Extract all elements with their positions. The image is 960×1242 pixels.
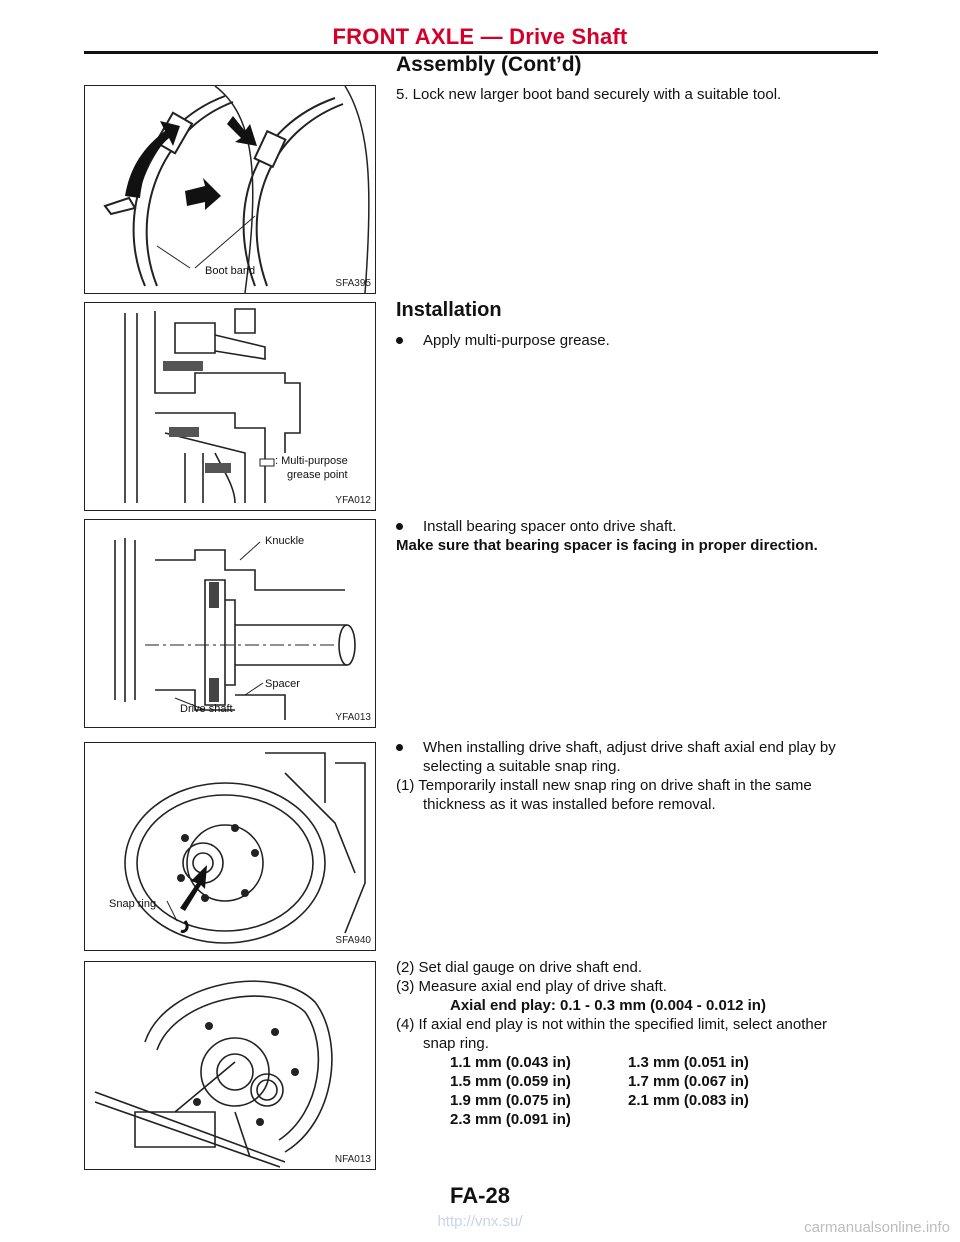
label-boot-band: Boot band <box>205 265 256 277</box>
bullet-text-line2: selecting a suitable snap ring. <box>423 758 621 775</box>
bullet-icon <box>396 744 403 751</box>
figure-snap-ring <box>84 742 376 951</box>
bullet-text: Install bearing spacer onto drive shaft. <box>423 518 677 535</box>
knuckle-spacer-illustration <box>85 520 375 727</box>
snap-ring-illustration <box>85 743 375 950</box>
step-3: (3) Measure axial end play of drive shaft. <box>396 978 667 995</box>
section-subtitle: Assembly (Cont’d) <box>396 53 582 76</box>
step-2: (2) Set dial gauge on drive shaft end. <box>396 959 642 976</box>
figure-code: YFA013 <box>335 712 371 723</box>
figure-code: SFA395 <box>335 278 371 289</box>
label-drive-shaft: Drive shaft <box>180 703 233 715</box>
end-play-spec: Axial end play: 0.1 - 0.3 mm (0.004 - 0.012 in) <box>450 997 766 1014</box>
label-knuckle: Knuckle <box>265 535 305 547</box>
footer-link[interactable]: http://vnx.su/ <box>437 1213 523 1230</box>
label-grease-point-1: : Multi-purpose <box>275 455 348 467</box>
bullet-text-line1: When installing drive shaft, adjust drive shaft axial end play by <box>423 739 836 756</box>
spacer-note: Make sure that bearing spacer is facing in proper direction. <box>396 537 818 554</box>
snap-ring-size: 1.9 mm (0.075 in) <box>450 1092 571 1109</box>
snap-ring-size: 1.3 mm (0.051 in) <box>628 1054 749 1071</box>
bullet-icon <box>396 523 403 530</box>
figure-code: YFA012 <box>335 495 371 506</box>
step-5-text: 5. Lock new larger boot band securely with a suitable tool. <box>396 86 782 103</box>
snap-ring-size: 1.7 mm (0.067 in) <box>628 1073 749 1090</box>
section-title: FRONT AXLE — Drive Shaft <box>332 24 628 49</box>
snap-ring-size: 2.1 mm (0.083 in) <box>628 1092 749 1109</box>
boot-band-illustration <box>85 86 375 293</box>
snap-ring-size: 1.1 mm (0.043 in) <box>450 1054 571 1071</box>
dial-gauge-illustration <box>85 962 375 1169</box>
label-grease-point-2: grease point <box>287 469 348 481</box>
figure-spacer <box>84 519 376 728</box>
step-1-line2: thickness as it was installed before removal. <box>423 796 716 813</box>
figure-grease-points <box>84 302 376 511</box>
label-snap-ring: Snap ring <box>109 898 157 910</box>
watermark: carmanualsonline.info <box>804 1219 950 1236</box>
label-spacer: Spacer <box>265 678 300 690</box>
step-1-line1: (1) Temporarily install new snap ring on drive shaft in the same <box>396 777 812 794</box>
page-number: FA-28 <box>450 1183 510 1208</box>
installation-heading: Installation <box>396 299 502 321</box>
step-4-line2: snap ring. <box>423 1035 489 1052</box>
figure-boot-band <box>84 85 376 294</box>
snap-ring-size: 2.3 mm (0.091 in) <box>450 1111 571 1128</box>
bullet-text: Apply multi-purpose grease. <box>423 332 610 349</box>
figure-dial-gauge <box>84 961 376 1170</box>
step-4-line1: (4) If axial end play is not within the specified limit, select another <box>396 1016 828 1033</box>
figure-code: SFA940 <box>335 935 371 946</box>
figure-code: NFA013 <box>334 1154 371 1165</box>
snap-ring-size: 1.5 mm (0.059 in) <box>450 1073 571 1090</box>
bullet-icon <box>396 337 403 344</box>
